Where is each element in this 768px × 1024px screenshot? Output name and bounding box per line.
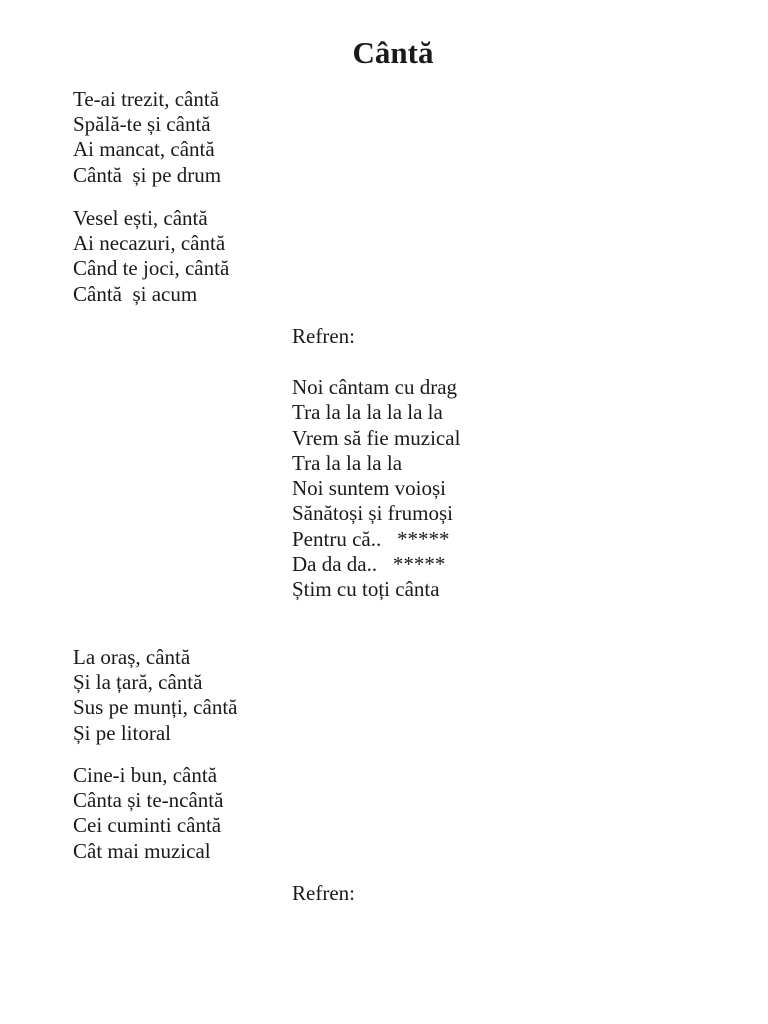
verse-line: La oraș, cântă bbox=[73, 645, 191, 669]
stanza-4 bbox=[73, 763, 223, 864]
refren-line: Vrem să fie muzical bbox=[292, 425, 461, 450]
verse-line: Sus pe munți, cântă bbox=[73, 695, 238, 720]
stanza-1 bbox=[73, 87, 221, 188]
refren-repeat-label: Refren: bbox=[292, 881, 355, 905]
verse-line: Și pe litoral bbox=[73, 720, 171, 745]
stanza-2 bbox=[73, 206, 229, 307]
refren-line: Pentru că.. ***** bbox=[292, 526, 450, 551]
verse-line: Vesel ești, cântă bbox=[73, 206, 208, 230]
refren-line: Noi suntem voioși bbox=[292, 476, 447, 501]
verse-line: Ai mancat, cântă bbox=[73, 137, 215, 162]
refren-line: Tra la la la la bbox=[292, 450, 403, 475]
stanza-3 bbox=[73, 645, 237, 746]
verse-line: Cânta și te-ncântă bbox=[73, 788, 224, 813]
verse-line: Cine-i bun, cântă bbox=[73, 763, 218, 787]
refren-line: Sănătoși și frumoși bbox=[292, 501, 453, 526]
verse-line: Ai necazuri, cântă bbox=[73, 231, 226, 256]
verse-line: Cei cuminti cântă bbox=[73, 813, 222, 838]
verse-line: Cântă și pe drum bbox=[73, 162, 222, 187]
refren-label: Refren: bbox=[292, 324, 355, 348]
verse-line: Cântă și acum bbox=[73, 281, 198, 306]
verse-line: Spălă-te și cântă bbox=[73, 112, 211, 137]
verse-line: Cât mai muzical bbox=[73, 838, 211, 863]
verse-line: Și la țară, cântă bbox=[73, 670, 203, 695]
refren-line: Noi cântam cu drag bbox=[292, 375, 458, 399]
refren-line: Știm cu toți cânta bbox=[292, 577, 440, 602]
refren-line: Da da da.. ***** bbox=[292, 552, 446, 577]
page-title: Cântă bbox=[352, 35, 434, 70]
refren-line: Tra la la la la la la bbox=[292, 400, 443, 425]
refren-body bbox=[292, 375, 460, 603]
verse-line: Te-ai trezit, cântă bbox=[73, 87, 220, 111]
verse-line: Când te joci, cântă bbox=[73, 256, 230, 281]
